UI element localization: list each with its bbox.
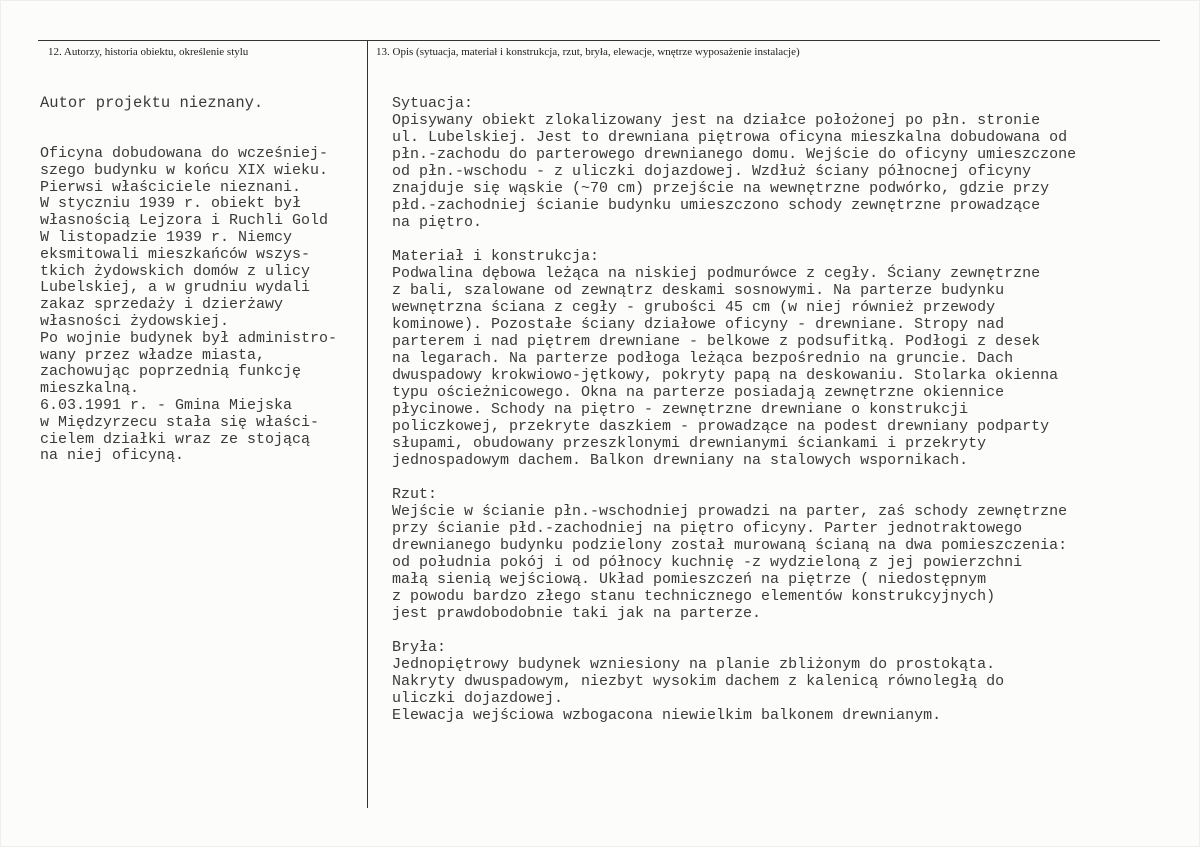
section-situation <box>392 95 1172 231</box>
section-material-construction <box>392 248 1172 469</box>
section-massing <box>392 639 1172 724</box>
top-rule <box>38 40 1160 41</box>
section-title: Sytuacja: <box>392 95 474 112</box>
author-text: Autor projektu nieznany. <box>40 94 264 112</box>
section-title: Bryła: <box>392 639 447 656</box>
header-description: 13. Opis (sytuacja, materiał i konstrukcja, rzut, bryła, elewacje, wnętrze wyposażenie instalacje) <box>376 46 800 58</box>
section-title: Rzut: <box>392 486 438 503</box>
header-authors-history: 12. Autorzy, historia obiektu, określenie stylu <box>48 46 249 58</box>
section-body: Opisywany obiekt zlokalizowany jest na działce położonej po płn. stronie ul. Lubelskiej. Jest to drewniana piętrowa oficyna mieszkalna dobudowana od płn.-zachodu do parterowego drewnianego domu. Wejście do oficyny umieszczone od płn.-wschodu - z uliczki dojazdowej. Wzdłuż ściany północnej oficyny znajduje się wąskie (~70 cm) przejście na wewnętrzne podwórko, gdzie przy płd.-zachodniej ścianie budynku umieszczono schody zewnętrzne prowadzące na piętro. <box>392 112 1077 231</box>
section-body: Wejście w ścianie płn.-wschodniej prowadzi na parter, zaś schody zewnętrzne przy ścianie płd.-zachodniej na piętro oficyny. Parter jednotraktowego drewnianego budynku podzielony został murowaną ścianą na dwa pomieszczenia: od południa pokój i od północy kuchnię -z wydzieloną z jej powierzchni małą sienią wejściową. Układ pomieszczeń na piętrze ( niedostępnym z powodu bardzo złego stanu technicznego elementów konstrukcyjnych) jest prawdobodobnie taki jak na parterze. <box>392 503 1068 622</box>
section-body: Podwalina dębowa leżąca na niskiej podmurówce z cegły. Ściany zewnętrzne z bali, szalowane od zewnątrz deskami sosnowymi. Na parterze budynku wewnętrzna ściana z cegły - grubości 45 cm (w niej również przewody kominowe). Pozostałe ściany działowe oficyny - drewniane. Stropy nad parterem i nad piętrem drewniane - belkowe z podsufitką. Podłogi z desek na legarach. Na parterze podłoga leżąca bezpośrednio na gruncie. Dach dwuspadowy krokwiowo-jętkowy, pokryty papą na deskowaniu. Stolarka okienna typu ościeżnicowego. Okna na parterze posiadają zewnętrzne okiennice płycinowe. Schody na piętro - zewnętrzne drewniane o konstrukcji policzkowej, przekryte daszkiem - prowadzące na podest drewniany podparty słupami, obudowany przeszklonymi drewnianymi ściankami i przekryty jednospadowym dachem. Balkon drewniany na stalowych wspornikach. <box>392 265 1059 469</box>
history-text: Oficyna dobudowana do wcześniej- szego budynku w końcu XIX wieku. Pierwsi właściciele nieznani. W styczniu 1939 r. obiekt był własnością Lejzora i Ruchli Gold W listopadzie 1939 r. Niemcy eksmitowali mieszkańców wszys- tkich żydowskich domów z ulicy Lubelskiej, a w grudniu wydali zakaz sprzedaży i dzierżawy własności żydowskiej. Po wojnie budynek był administro- wany przez władze miasta, zachowując poprzednią funkcję mieszkalną. 6.03.1991 r. - Gmina Miejska w Międzyrzecu stała się właści- cielem działki wraz ze stojącą na niej oficyną. <box>40 145 338 465</box>
left-column <box>40 95 370 465</box>
section-plan <box>392 486 1172 622</box>
section-body: Jednopiętrowy budynek wzniesiony na planie zbliżonym do prostokąta. Nakryty dwuspadowym, niezbyt wysokim dachem z kalenicą równoległą do uliczki dojazdowej. Elewacja wejściowa wzbogacona niewielkim balkonem drewnianym. <box>392 656 1005 724</box>
section-title: Materiał i konstrukcja: <box>392 248 600 265</box>
right-column <box>392 95 1172 741</box>
